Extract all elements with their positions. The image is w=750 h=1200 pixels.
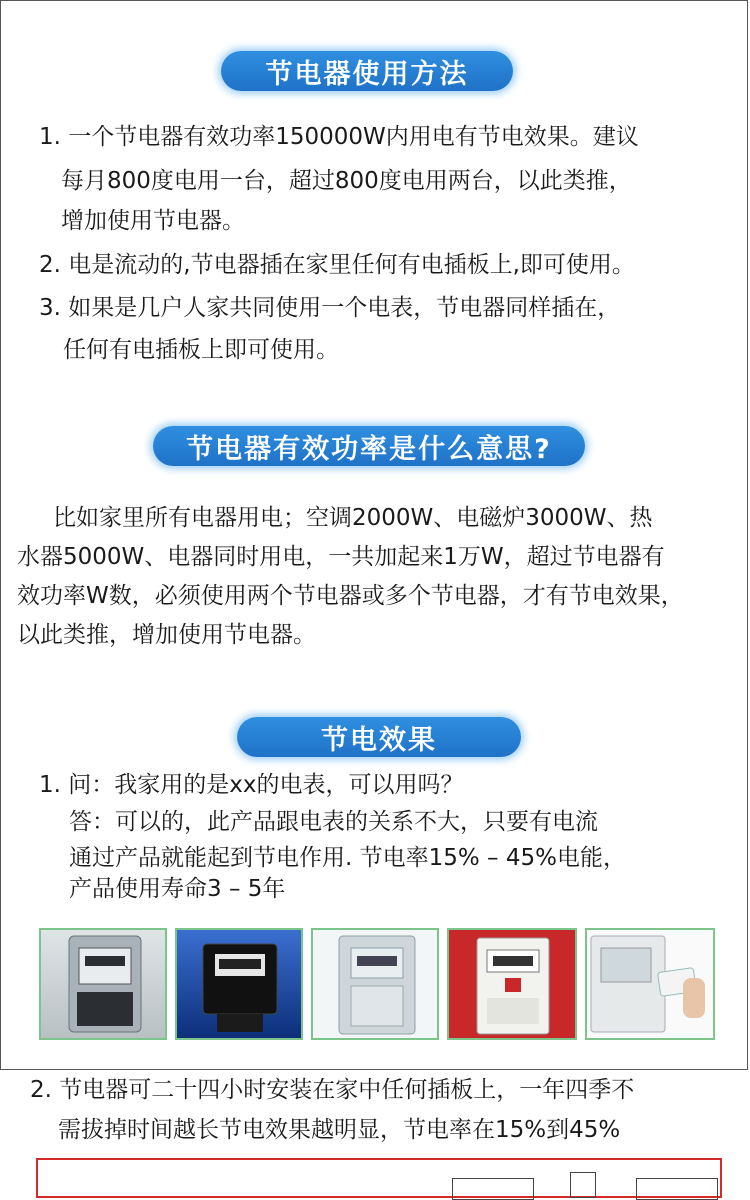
effect-line-3: 通过产品就能起到节电作用. 节电率15% – 45%电能， bbox=[69, 845, 626, 871]
power-line-1: 比如家里所有电器用电；空调2000W、电磁炉3000W、热 bbox=[53, 505, 653, 531]
usage-line-4: 2. 电是流动的,节电器插在家里任何有电插板上,即可使用。 bbox=[39, 252, 635, 278]
diagram-box-right bbox=[636, 1178, 718, 1200]
meter-photo-2 bbox=[175, 928, 303, 1040]
effect-line-1: 1. 问：我家用的是xx的电表，可以用吗？ bbox=[39, 772, 464, 798]
effect-line-4: 产品使用寿命3 – 5年 bbox=[69, 876, 286, 902]
effect-line-2: 答：可以的，此产品跟电表的关系不大，只要有电流 bbox=[69, 809, 598, 835]
meter-photo-5 bbox=[585, 928, 715, 1040]
electric-meter-icon bbox=[177, 930, 301, 1038]
electric-meter-icon bbox=[587, 930, 713, 1038]
usage-line-1: 1. 一个节电器有效功率150000W内用电有节电效果。建议 bbox=[39, 124, 639, 150]
diagram-frame bbox=[36, 1158, 722, 1198]
meter-photo-4 bbox=[447, 928, 577, 1040]
power-line-2: 水器5000W、电器同时用电，一共加起来1万W，超过节电器有 bbox=[17, 544, 665, 570]
power-line-4: 以此类推，增加使用节电器。 bbox=[17, 622, 316, 648]
usage-line-6: 任何有电插板上即可使用。 bbox=[63, 337, 339, 363]
section-title-usage: 节电器使用方法 bbox=[221, 51, 513, 91]
bottom-line-1: 2. 节电器可二十四小时安装在家中任何插板上，一年四季不 bbox=[30, 1077, 635, 1103]
power-line-3: 效功率W数，必须使用两个节电器或多个节电器，才有节电效果， bbox=[17, 583, 684, 609]
usage-line-5: 3. 如果是几户人家共同使用一个电表，节电器同样插在， bbox=[39, 295, 621, 321]
diagram-box-mid bbox=[570, 1172, 596, 1198]
meter-photo-3 bbox=[311, 928, 439, 1040]
meter-photo-1 bbox=[39, 928, 167, 1040]
bottom-line-2: 需拔掉时间越长节电效果越明显，节电率在15%到45% bbox=[58, 1117, 621, 1143]
usage-line-3: 增加使用节电器。 bbox=[61, 208, 245, 234]
section-title-power: 节电器有效功率是什么意思? bbox=[153, 426, 585, 466]
usage-line-2: 每月800度电用一台，超过800度电用两台，以此类推， bbox=[61, 168, 632, 194]
section-title-effect: 节电效果 bbox=[237, 717, 521, 757]
electric-meter-icon bbox=[41, 930, 165, 1038]
electric-meter-icon bbox=[313, 930, 437, 1038]
electric-meter-icon bbox=[449, 930, 575, 1038]
diagram-box-left bbox=[452, 1178, 534, 1200]
